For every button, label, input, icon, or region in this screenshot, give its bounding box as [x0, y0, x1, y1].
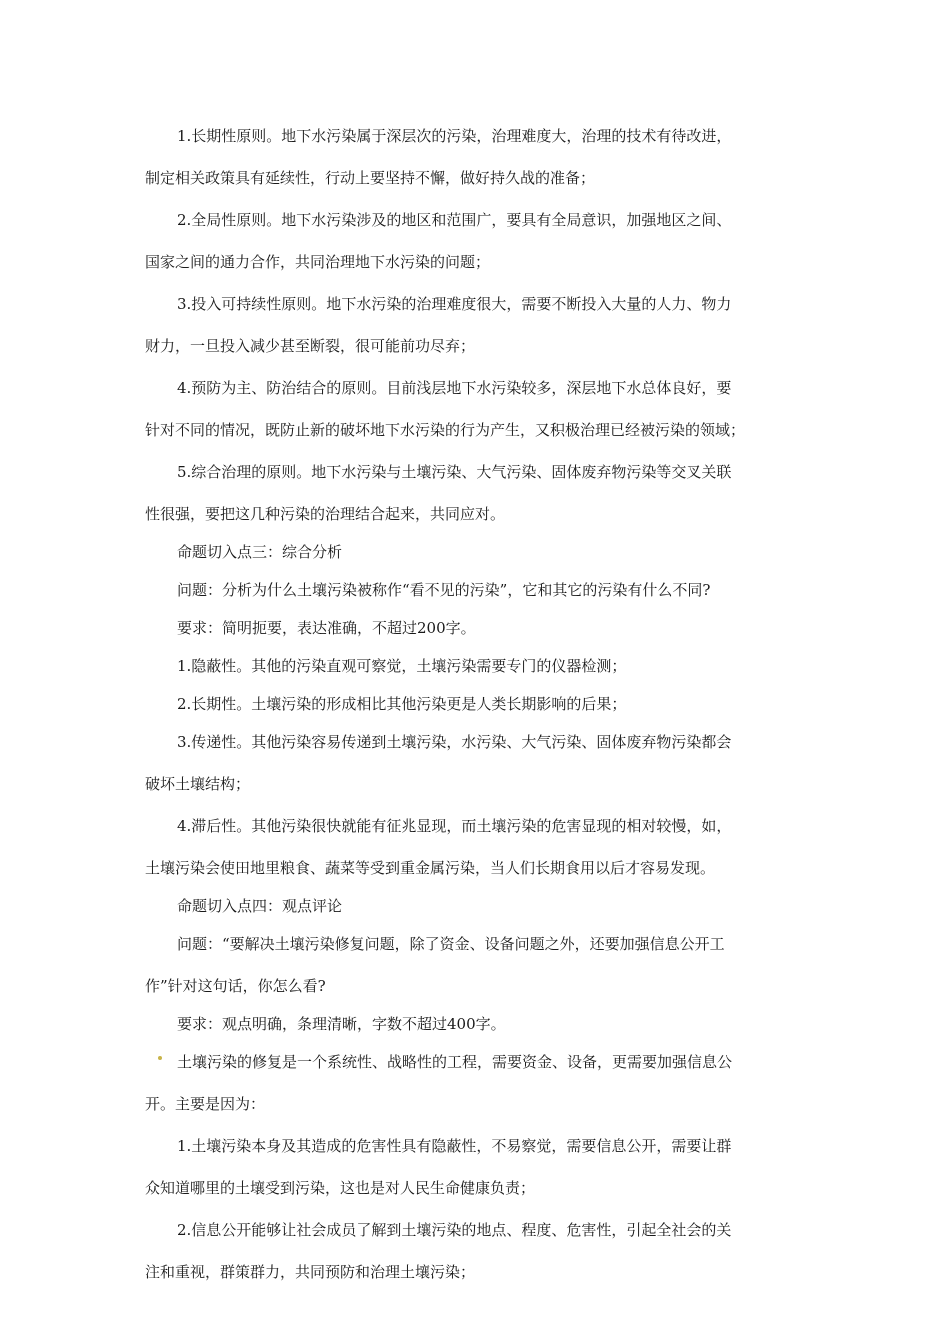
section-heading: 命题切入点四：观点评论	[177, 897, 343, 915]
text-line: 4.预防为主、防治结合的原则。目前浅层地下水污染较多，深层地下水总体良好，要	[177, 379, 732, 397]
text-line: 土壤污染会使田地里粮食、蔬菜等受到重金属污染，当人们长期食用以后才容易发现。	[145, 859, 716, 877]
text-line: 制定相关政策具有延续性，行动上要坚持不懈，做好持久战的准备；	[145, 169, 596, 187]
text-line: 财力，一旦投入减少甚至断裂，很可能前功尽弃；	[145, 337, 476, 355]
text-line: 土壤污染的修复是一个系统性、战略性的工程，需要资金、设备，更需要加强信息公	[177, 1053, 733, 1071]
text-line: 众知道哪里的土壤受到污染，这也是对人民生命健康负责；	[145, 1179, 536, 1197]
text-line: 破坏土壤结构；	[145, 775, 251, 793]
text-line: 3.投入可持续性原则。地下水污染的治理难度很大，需要不断投入大量的人力、物力	[177, 295, 732, 313]
text-line: 2.长期性。土壤污染的形成相比其他污染更是人类长期影响的后果；	[177, 695, 627, 713]
requirement-line: 要求：观点明确，条理清晰，字数不超过400字。	[177, 1015, 506, 1033]
section-heading: 命题切入点三：综合分析	[177, 543, 343, 561]
bullet-dot-icon	[158, 1056, 162, 1060]
text-line: 注和重视，群策群力，共同预防和治理土壤污染；	[145, 1263, 476, 1281]
question-line: 问题：分析为什么土壤污染被称作“看不见的污染”，它和其它的污染有什么不同?	[177, 581, 711, 599]
requirement-line: 要求：简明扼要，表达准确，不超过200字。	[177, 619, 476, 637]
text-line: 3.传递性。其他污染容易传递到土壤污染，水污染、大气污染、固体废弃物污染都会	[177, 733, 732, 751]
text-line: 2.信息公开能够让社会成员了解到土壤污染的地点、程度、危害性，引起全社会的关	[177, 1221, 732, 1239]
text-line: 国家之间的通力合作，共同治理地下水污染的问题；	[145, 253, 491, 271]
text-line: 1.土壤污染本身及其造成的危害性具有隐蔽性，不易察觉，需要信息公开，需要让群	[177, 1137, 732, 1155]
text-line: 4.滞后性。其他污染很快就能有征兆显现，而土壤污染的危害显现的相对较慢，如，	[177, 817, 732, 835]
text-line: 5.综合治理的原则。地下水污染与土壤污染、大气污染、固体废弃物污染等交叉关联	[177, 463, 732, 481]
text-line: 1.长期性原则。地下水污染属于深层次的污染，治理难度大，治理的技术有待改进，	[177, 127, 732, 145]
text-line: 性很强，要把这几种污染的治理结合起来，共同应对。	[145, 505, 506, 523]
question-line: 问题：“要解决土壤污染修复问题，除了资金、设备问题之外，还要加强信息公开工	[177, 935, 725, 953]
text-line: 作”针对这句话，你怎么看?	[145, 977, 326, 995]
text-line: 针对不同的情况，既防止新的破坏地下水污染的行为产生，又积极治理已经被污染的领域；	[145, 421, 746, 439]
text-line: 开。主要是因为：	[145, 1095, 266, 1113]
text-line: 1.隐蔽性。其他的污染直观可察觉，土壤污染需要专门的仪器检测；	[177, 657, 627, 675]
text-line: 2.全局性原则。地下水污染涉及的地区和范围广，要具有全局意识，加强地区之间、	[177, 211, 732, 229]
